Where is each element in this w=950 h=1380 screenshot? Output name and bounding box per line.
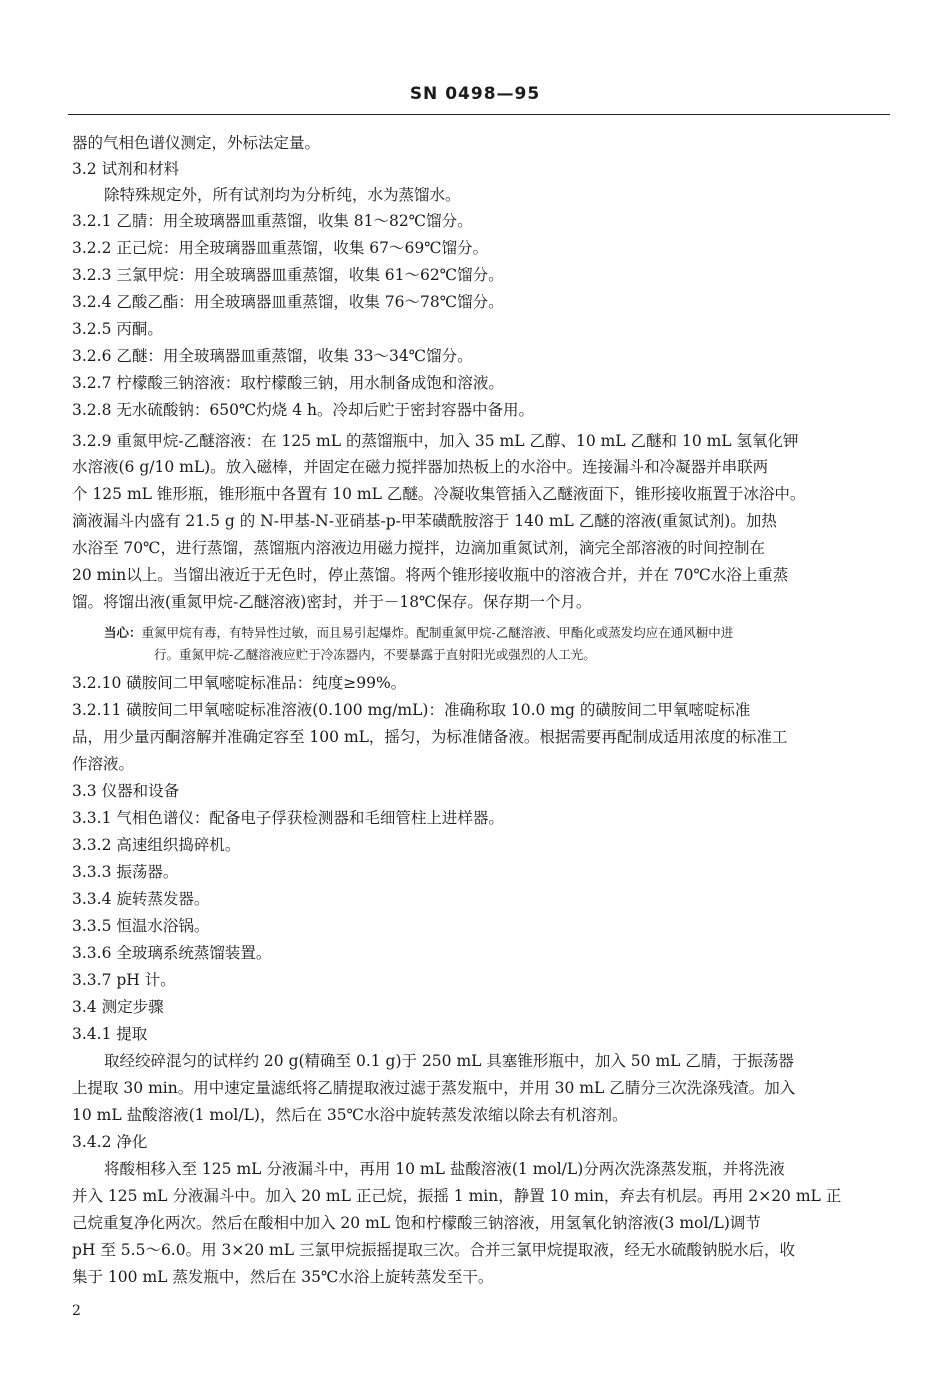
header-rule — [68, 114, 890, 115]
text-line: 馏。将馏出液(重氮甲烷-乙醚溶液)密封，并于－18℃保存。保存期一个月。 — [72, 593, 592, 611]
text-line: 水溶液(6 g/10 mL)。放入磁棒，并固定在磁力搅拌器加热板上的水浴中。连接漏斗和冷凝器并串联两 — [72, 458, 769, 476]
text-line: 上提取 30 min。用中速定量滤纸将乙腈提取液过滤于蒸发瓶中，并用 30 mL 乙腈分三次洗涤残渣。加入 — [72, 1079, 796, 1097]
clause-line: 3.2.9 重氮甲烷-乙醚溶液：在 125 mL 的蒸馏瓶中，加入 35 mL 乙醇、10 mL 乙醚和 10 mL 氢氧化钾 — [72, 432, 799, 450]
clause-line: 3.3.6 全玻璃系统蒸馏装置。 — [72, 944, 272, 962]
subsection-heading: 3.4.2 净化 — [72, 1133, 148, 1151]
text-line: 滴液漏斗内盛有 21.5 g 的 N-甲基-N-亚硝基-p-甲苯磺酰胺溶于 140 mL 乙醚的溶液(重氮试剂)。加热 — [72, 512, 777, 530]
clause-line: 3.3.4 旋转蒸发器。 — [72, 890, 210, 908]
clause-line: 3.2.10 磺胺间二甲氧嘧啶标准品：纯度≥99%。 — [72, 674, 407, 692]
page-number: 2 — [72, 1303, 81, 1319]
text-line: 20 min以上。当馏出液近于无色时，停止蒸馏。将两个锥形接收瓶中的溶液合并，并在 70℃水浴上重蒸 — [72, 566, 789, 584]
clause-line: 3.3.1 气相色谱仪：配备电子俘获检测器和毛细管柱上进样器。 — [72, 809, 504, 827]
text-line: 取经绞碎混匀的试样约 20 g(精确至 0.1 g)于 250 mL 具塞锥形瓶中，加入 50 mL 乙腈，于振荡器 — [104, 1052, 794, 1070]
clause-line: 3.2.4 乙酸乙酯：用全玻璃器皿重蒸馏，收集 76～78℃馏分。 — [72, 293, 504, 311]
caution-text: 重氮甲烷有毒，有特异性过敏，而且易引起爆炸。配制重氮甲烷-乙醚溶液、甲酯化或蒸发均应在通风橱中进 — [141, 625, 734, 640]
clause-line: 3.2.2 正己烷：用全玻璃器皿重蒸馏，收集 67～69℃馏分。 — [72, 239, 489, 257]
text-line: 集于 100 mL 蒸发瓶中，然后在 35℃水浴上旋转蒸发至干。 — [72, 1268, 494, 1286]
section-heading: 3.3 仪器和设备 — [72, 782, 180, 800]
clause-line: 3.2.5 丙酮。 — [72, 320, 163, 338]
text-line: 己烷重复净化两次。然后在酸相中加入 20 mL 饱和柠檬酸三钠溶液，用氢氧化钠溶液(3 mol/L)调节 — [72, 1214, 761, 1232]
text-line: 水浴至 70℃，进行蒸馏，蒸馏瓶内溶液边用磁力搅拌，边滴加重氮试剂，滴完全部溶液的时间控制在 — [72, 539, 765, 557]
text-line: 品，用少量丙酮溶解并准确定容至 100 mL，摇匀，为标准储备液。根据需要再配制成适用浓度的标准工 — [72, 728, 788, 746]
clause-line: 3.3.5 恒温水浴锅。 — [72, 917, 210, 935]
clause-line: 3.3.2 高速组织捣碎机。 — [72, 836, 241, 854]
text-line: 作溶液。 — [72, 755, 135, 773]
caution-note — [104, 622, 914, 644]
clause-line: 3.2.1 乙腈：用全玻璃器皿重蒸馏，收集 81～82℃馏分。 — [72, 212, 473, 230]
section-heading: 3.4 测定步骤 — [72, 998, 164, 1016]
caution-note-line2: 行。重氮甲烷-乙醚溶液应贮于冷冻器内，不要暴露于直射阳光或强烈的人工光。 — [154, 647, 596, 662]
text-line: 器的气相色谱仪测定，外标法定量。 — [72, 134, 321, 152]
clause-line: 3.2.7 柠檬酸三钠溶液：取柠檬酸三钠，用水制备成饱和溶液。 — [72, 374, 504, 392]
clause-line: 3.2.8 无水硫酸钠：650℃灼烧 4 h。冷却后贮于密封容器中备用。 — [72, 401, 534, 419]
text-line: 并入 125 mL 分液漏斗中。加入 20 mL 正己烷，振摇 1 min，静置 10 min，弃去有机层。再用 2×20 mL 正 — [72, 1187, 842, 1205]
text-line: 将酸相移入至 125 mL 分液漏斗中，再用 10 mL 盐酸溶液(1 mol/L)分两次洗涤蒸发瓶，并将洗液 — [104, 1160, 785, 1178]
subsection-heading: 3.4.1 提取 — [72, 1025, 148, 1043]
clause-line: 3.3.3 振荡器。 — [72, 863, 179, 881]
section-heading: 3.2 试剂和材料 — [72, 160, 180, 178]
clause-line: 3.3.7 pH 计。 — [72, 971, 176, 989]
text-line: 个 125 mL 锥形瓶，锥形瓶中各置有 10 mL 乙醚。冷凝收集管插入乙醚液面下，锥形接收瓶置于冰浴中。 — [72, 485, 806, 503]
text-line: 除特殊规定外，所有试剂均为分析纯，水为蒸馏水。 — [104, 186, 461, 204]
text-line: 10 mL 盐酸溶液(1 mol/L)，然后在 35℃水浴中旋转蒸发浓缩以除去有机溶剂。 — [72, 1106, 628, 1124]
clause-line: 3.2.6 乙醚：用全玻璃器皿重蒸馏，收集 33～34℃馏分。 — [72, 347, 473, 365]
caution-label: 当心： — [104, 625, 142, 640]
document-code-header: SN 0498—95 — [409, 84, 541, 104]
clause-line: 3.2.11 磺胺间二甲氧嘧啶标准溶液(0.100 mg/mL)：准确称取 10.0 mg 的磺胺间二甲氧嘧啶标准 — [72, 701, 751, 719]
text-line: pH 至 5.5～6.0。用 3×20 mL 三氯甲烷振摇提取三次。合并三氯甲烷提取液，经无水硫酸钠脱水后，收 — [72, 1241, 795, 1259]
clause-line: 3.2.3 三氯甲烷：用全玻璃器皿重蒸馏，收集 61～62℃馏分。 — [72, 266, 504, 284]
